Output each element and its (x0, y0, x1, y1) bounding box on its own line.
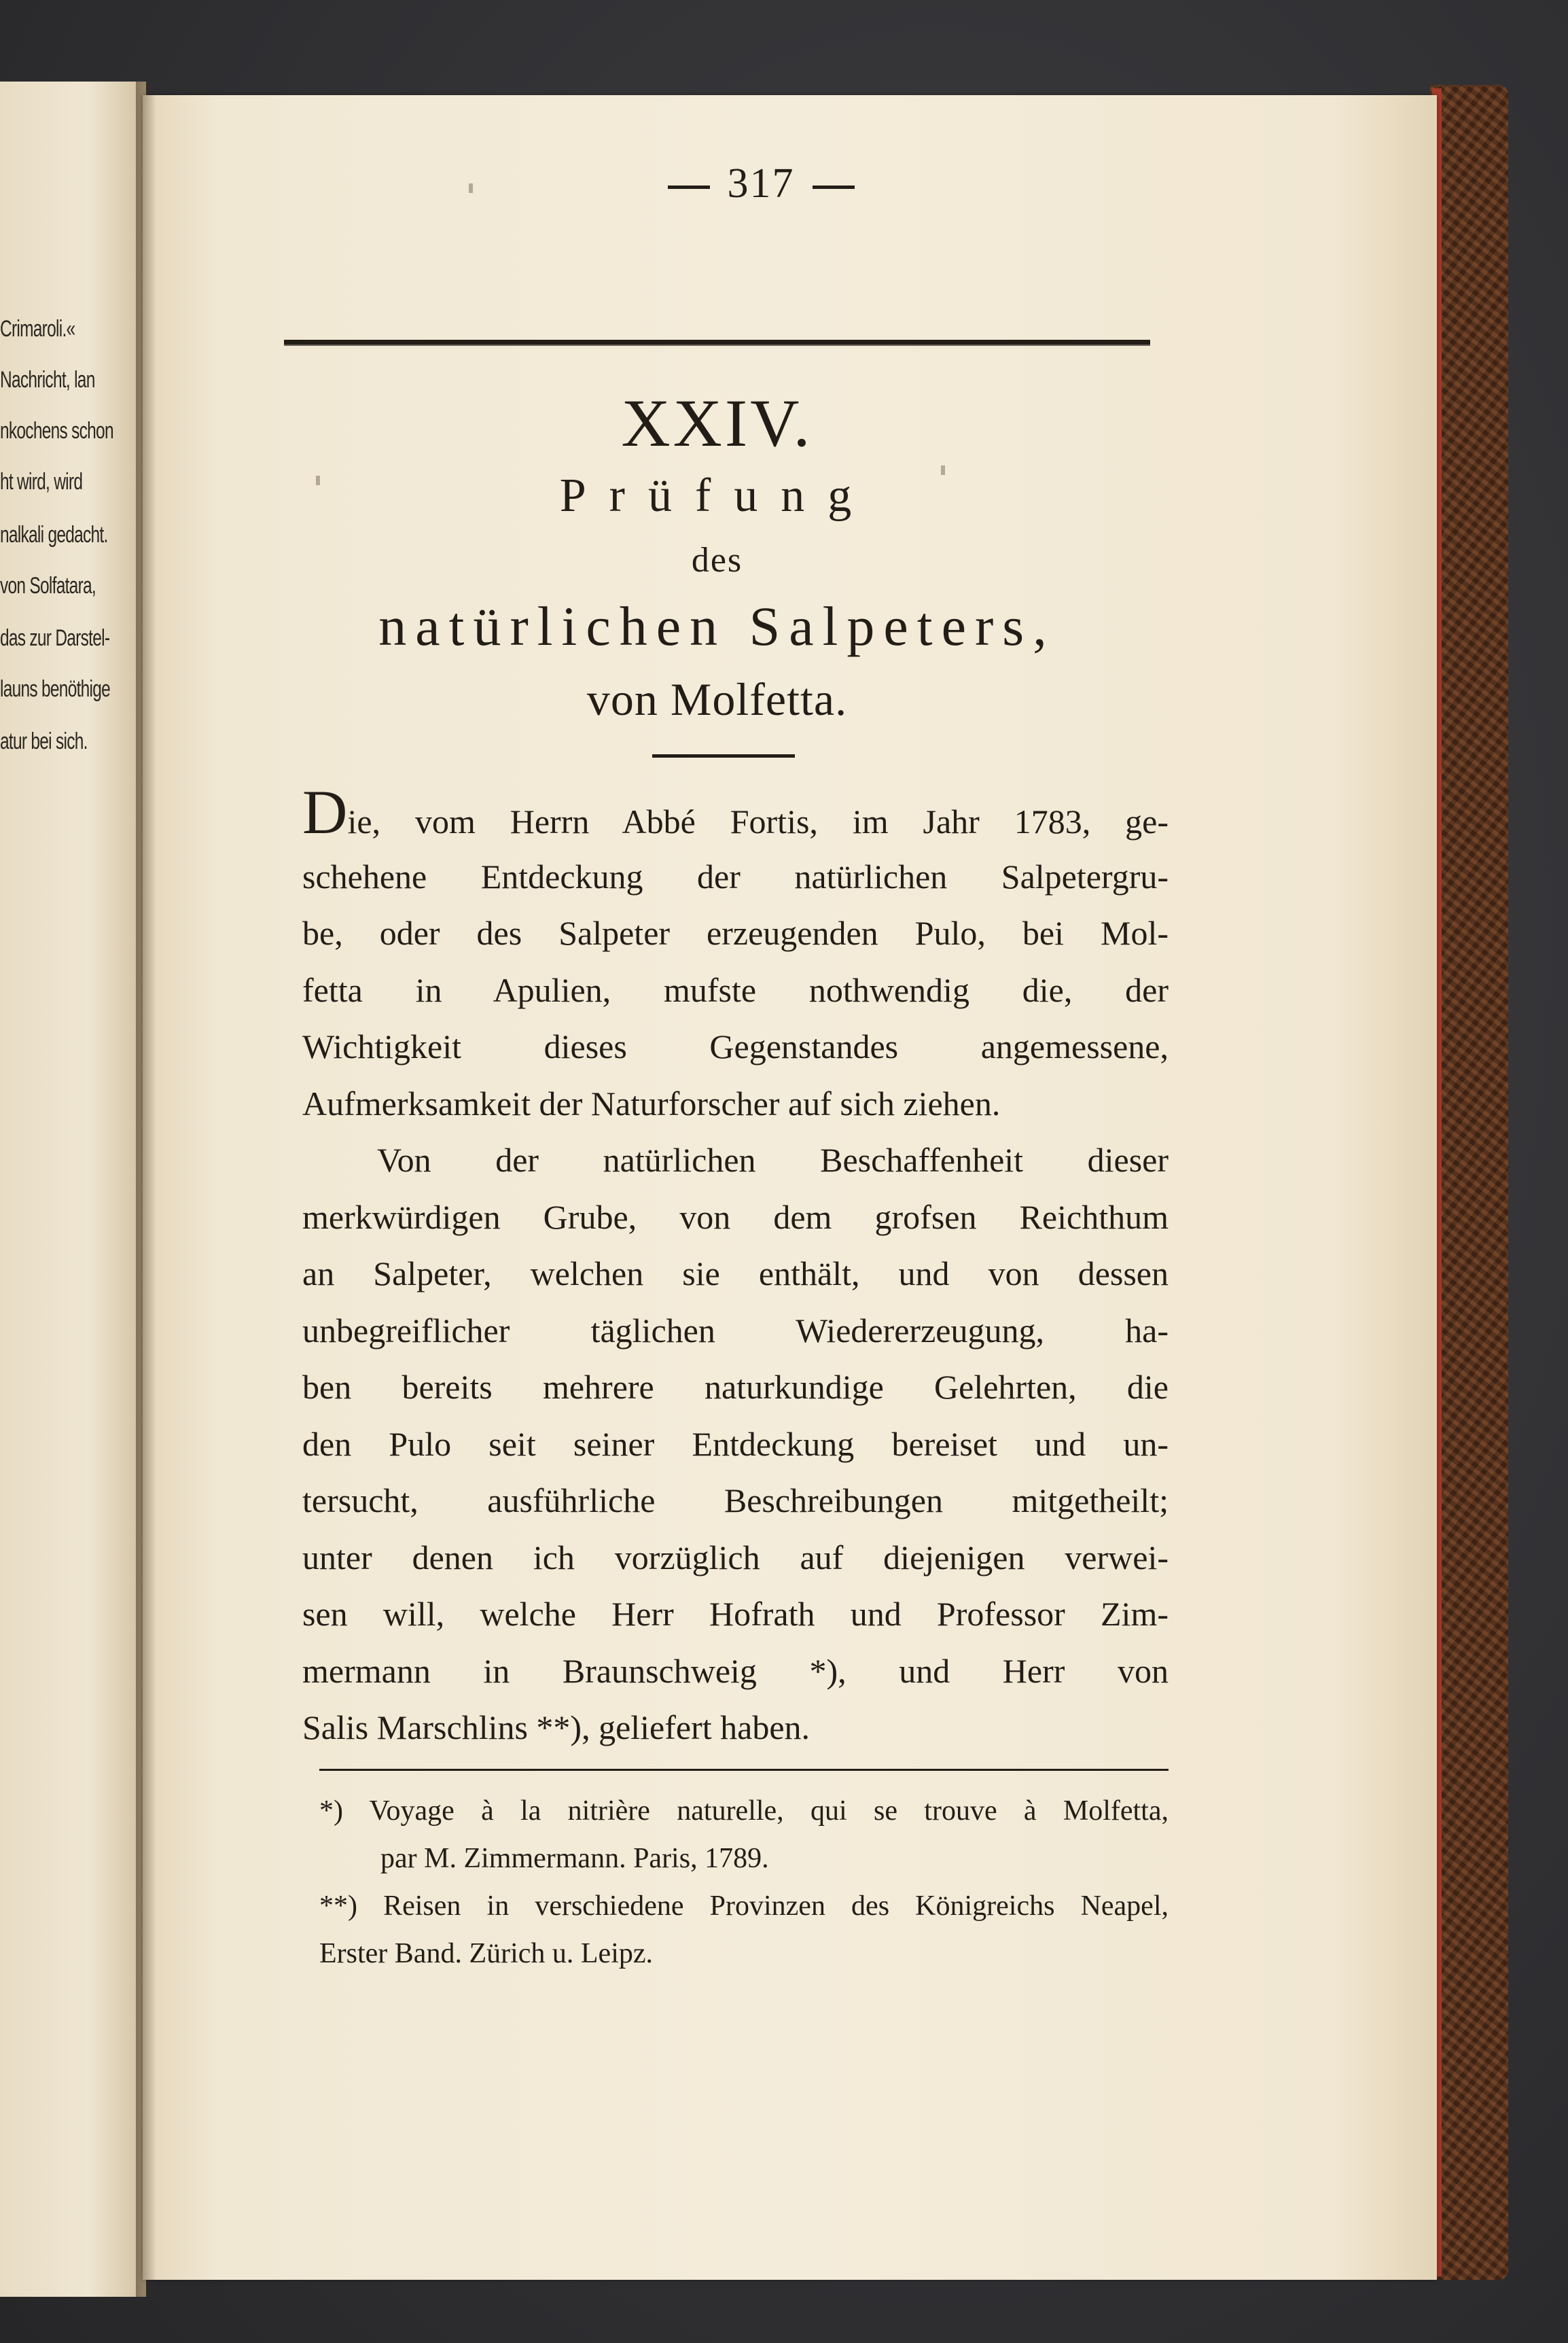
body-line (302, 792, 1169, 849)
page-number-value: 317 (727, 160, 795, 207)
left-page-fragment: nkochens schon (0, 418, 113, 444)
body-line: fetta in Apulien, mufste nothwendig die, der (302, 970, 1169, 1009)
body-line: unter denen ich vorzüglich auf diejenigen verwei- (302, 1538, 1169, 1576)
body-line: sen will, welche Herr Hofrath und Professor Zim- (302, 1595, 1169, 1633)
body-line: den Pulo seit seiner Entdeckung bereiset und un- (302, 1424, 1169, 1463)
left-facing-page (0, 82, 146, 2297)
body-line: Aufmerksamkeit der Naturforscher auf sich ziehen. (302, 1084, 1001, 1123)
dropcap: D (302, 792, 348, 847)
body-line: be, oder des Salpeter erzeugenden Pulo, bei Mol- (302, 914, 1169, 952)
dash-right (813, 186, 855, 189)
left-page-fragment: atur bei sich. (0, 728, 88, 754)
left-page-fragment: nalkali gedacht. (0, 522, 108, 548)
left-page-fragment: das zur Darstel- (0, 625, 110, 651)
left-page-fragment: launs benöthige (0, 676, 111, 702)
body-line: an Salpeter, welchen sie enthält, und von dessen (302, 1254, 1169, 1292)
gutter-shadow (136, 82, 156, 2297)
body-line: merkwürdigen Grube, von dem grofsen Reichthum (302, 1197, 1169, 1236)
chapter-number: XXIV. (621, 385, 813, 461)
footnotes (319, 1787, 1169, 1977)
left-page-fragment: ht wird, wird (0, 469, 83, 495)
footnote-line: par M. Zimmermann. Paris, 1789. (380, 1843, 769, 1874)
body-line: ben bereits mehrere naturkundige Gelehrten, die (302, 1368, 1169, 1406)
body-line: Von der natürlichen Beschaffenheit dieser (377, 1141, 1169, 1179)
body-line-text: ie, vom Herrn Abbé Fortis, im Jahr 1783, ge- (347, 803, 1169, 841)
header-rule (284, 340, 1150, 346)
body-text (302, 792, 1169, 1757)
left-page-fragment: Crimaroli.« (0, 316, 75, 342)
footnote-rule (319, 1769, 1169, 1771)
body-line: tersucht, ausführliche Beschreibungen mitgetheilt; (302, 1481, 1169, 1519)
title-line-2: des (691, 541, 743, 580)
title-line-1: Prüfung (559, 470, 875, 522)
left-page-fragment: von Solfatara, (0, 573, 96, 599)
paper-speck (469, 183, 473, 193)
title-separator-rule (652, 754, 795, 758)
body-line: Salis Marschlins **), geliefert haben. (302, 1708, 810, 1746)
body-line: Wichtigkeit dieses Gegenstandes angemessene, (302, 1027, 1169, 1065)
title-line-4: von Molfetta. (586, 673, 848, 725)
footnote-line: Erster Band. Zürich u. Leipz. (319, 1938, 653, 1969)
footnote-line: *) Voyage à la nitrière naturelle, qui se trouve à Molfetta, (319, 1795, 1169, 1827)
book-cover-board (1430, 85, 1508, 2280)
body-line: unbegreiflicher täglichen Wiedererzeugung, ha- (302, 1311, 1169, 1350)
dash-left (668, 186, 710, 189)
title-line-3: natürlichen Salpeters, (378, 595, 1056, 657)
body-line: mermann in Braunschweig *), und Herr von (302, 1651, 1169, 1690)
footnote-line: **) Reisen in verschiedene Provinzen des Königreichs Neapel, (319, 1890, 1169, 1922)
left-page-fragment: Nachricht, lan (0, 367, 95, 393)
page-number (584, 160, 938, 208)
body-line: schehene Entdeckung der natürlichen Salpetergru- (302, 857, 1169, 896)
